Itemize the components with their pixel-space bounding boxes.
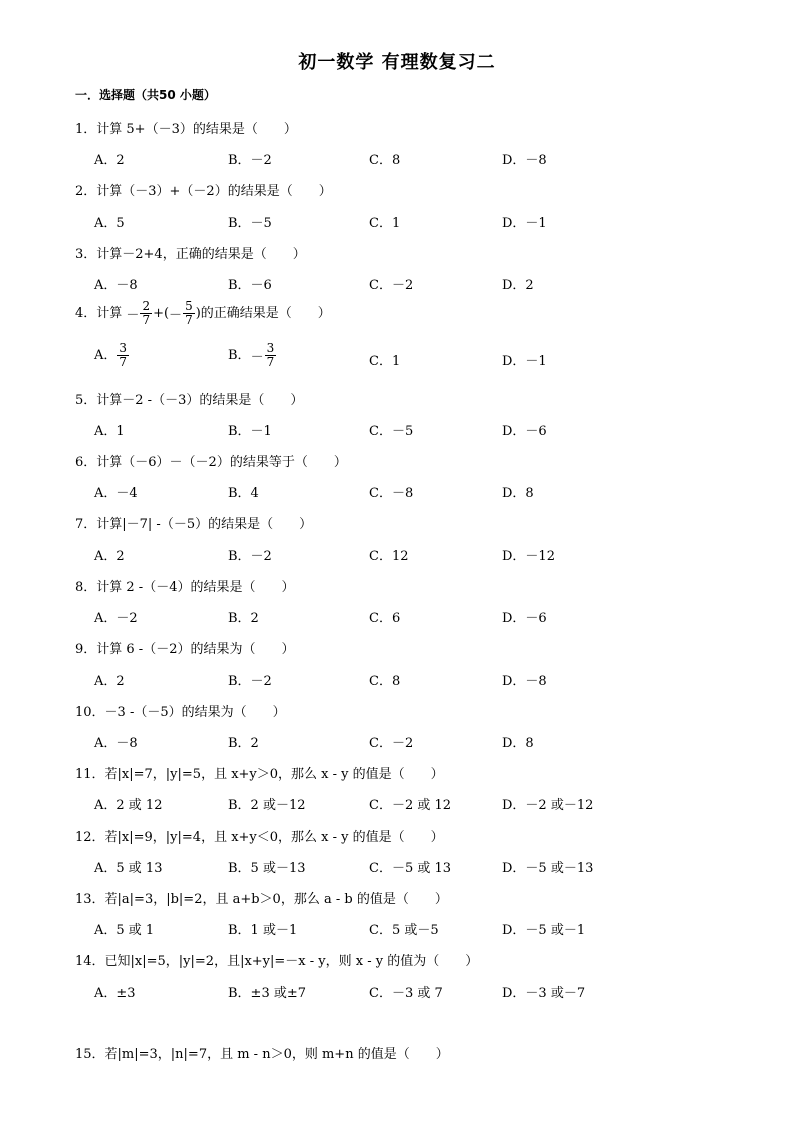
option-b[interactable]: B．－6 [228, 278, 272, 293]
option-d[interactable]: D．－3 或－7 [502, 986, 586, 1001]
question-7-options [94, 545, 714, 565]
option-b[interactable]: B．5 或－13 [228, 861, 306, 876]
numerator: 3 [119, 341, 128, 355]
option-d[interactable]: D．－5 或－13 [502, 861, 594, 876]
question-12-options [94, 857, 714, 877]
option-a[interactable]: A．－2 [94, 611, 138, 626]
question-1-options [94, 149, 714, 169]
option-c[interactable]: C．12 [369, 549, 409, 564]
question-3-stem: 3．计算－2+4，正确的结果是（ ） [75, 247, 306, 262]
fraction [183, 300, 195, 327]
fraction [117, 342, 129, 369]
option-b[interactable]: B．－1 [228, 424, 272, 439]
option-a[interactable]: A．5 或 1 [94, 923, 155, 938]
page-title: 初一数学 有理数复习二 [298, 52, 496, 73]
option-a[interactable]: A．2 [94, 674, 125, 689]
option-d[interactable]: D．－1 [502, 216, 547, 231]
option-b[interactable]: B．－2 [228, 549, 272, 564]
option-a[interactable]: A．1 [94, 424, 125, 439]
option-d[interactable]: D．－5 或－1 [502, 923, 586, 938]
question-11-stem: 11．若|x|=7，|y|=5，且 x+y＞0，那么 x - y 的值是（ ） [75, 767, 444, 782]
option-b[interactable] [228, 342, 277, 369]
option-c[interactable]: C．－2 [369, 736, 414, 751]
question-15-stem: 15．若|m|=3，|n|=7，且 m - n＞0，则 m+n 的值是（ ） [75, 1047, 449, 1062]
option-d[interactable]: D．2 [502, 278, 534, 293]
denominator: 7 [185, 313, 193, 327]
denominator: 7 [266, 355, 275, 369]
option-d[interactable]: D．－1 [502, 354, 547, 369]
option-c[interactable]: C．8 [369, 153, 401, 168]
option-d[interactable]: D．－8 [502, 674, 547, 689]
option-c[interactable]: C．－5 [369, 424, 414, 439]
plus-paren: +( [153, 306, 170, 321]
question-6-stem: 6．计算（－6）－（－2）的结果等于（ ） [75, 455, 347, 470]
option-d[interactable]: D．－6 [502, 424, 547, 439]
option-a[interactable] [94, 342, 130, 369]
option-d[interactable]: D．8 [502, 486, 534, 501]
question-4-options [94, 342, 714, 376]
question-8-options [94, 607, 714, 627]
option-a[interactable]: A．2 [94, 549, 125, 564]
minus-sign: － [250, 350, 264, 365]
option-c[interactable]: C．1 [369, 354, 401, 369]
option-a[interactable]: A．5 或 13 [94, 861, 163, 876]
question-14-options [94, 982, 714, 1002]
question-1-stem: 1．计算 5+（－3）的结果是（ ） [75, 122, 297, 137]
question-10-options [94, 732, 714, 752]
option-a[interactable]: A．±3 [94, 986, 136, 1001]
option-d[interactable]: D．－2 或－12 [502, 798, 594, 813]
question-9-options [94, 670, 714, 690]
question-3-options [94, 274, 714, 294]
option-c[interactable]: C．5 或－5 [369, 923, 439, 938]
option-b[interactable]: B．1 或－1 [228, 923, 298, 938]
numerator: 3 [266, 341, 275, 355]
option-a[interactable]: A．－8 [94, 736, 138, 751]
numerator: 5 [185, 299, 193, 313]
option-a[interactable]: A．5 [94, 216, 125, 231]
question-10-stem: 10．－3 -（－5）的结果为（ ） [75, 705, 286, 720]
question-11-options [94, 794, 714, 814]
question-2-stem: 2．计算（－3）+（－2）的结果是（ ） [75, 184, 332, 199]
option-b[interactable]: B．－2 [228, 153, 272, 168]
option-a[interactable]: A．2 或 12 [94, 798, 163, 813]
option-b[interactable]: B．－5 [228, 216, 272, 231]
option-c[interactable]: C．－3 或 7 [369, 986, 443, 1001]
minus-sign: － [169, 308, 183, 323]
section-heading: 一．选择题（共50 小题） [75, 88, 216, 102]
question-13-options [94, 919, 714, 939]
numerator: 2 [142, 299, 151, 313]
question-8-stem: 8．计算 2 -（－4）的结果是（ ） [75, 580, 295, 595]
option-d[interactable]: D．－8 [502, 153, 547, 168]
option-b-label: B． [228, 348, 251, 363]
question-7-stem: 7．计算|－7| -（－5）的结果是（ ） [75, 517, 313, 532]
option-c[interactable]: C．6 [369, 611, 401, 626]
fraction [140, 300, 152, 327]
option-c[interactable]: C．－2 或 12 [369, 798, 452, 813]
denominator: 7 [142, 313, 151, 327]
fraction [265, 342, 277, 369]
option-d[interactable]: D．－12 [502, 549, 555, 564]
question-4-stem [75, 300, 331, 327]
option-b[interactable]: B．4 [228, 486, 259, 501]
question-5-stem: 5．计算－2 -（－3）的结果是（ ） [75, 393, 304, 408]
option-c[interactable]: C．－8 [369, 486, 414, 501]
option-c[interactable]: C．－5 或 13 [369, 861, 452, 876]
option-a[interactable]: A．2 [94, 153, 125, 168]
option-a[interactable]: A．－4 [94, 486, 138, 501]
option-d[interactable]: D．8 [502, 736, 534, 751]
denominator: 7 [119, 355, 128, 369]
question-4-prefix: 4．计算 [75, 306, 123, 321]
question-6-options [94, 482, 714, 502]
minus-sign: － [126, 308, 140, 323]
option-d[interactable]: D．－6 [502, 611, 547, 626]
option-b[interactable]: B．2 [228, 736, 259, 751]
option-c[interactable]: C．1 [369, 216, 401, 231]
option-a-label: A． [94, 348, 117, 363]
option-a[interactable]: A．－8 [94, 278, 138, 293]
question-5-options [94, 420, 714, 440]
option-c[interactable]: C．8 [369, 674, 401, 689]
question-4-suffix: )的正确结果是（ ） [195, 306, 331, 321]
option-c[interactable]: C．－2 [369, 278, 414, 293]
question-9-stem: 9．计算 6 -（－2）的结果为（ ） [75, 642, 295, 657]
option-b[interactable]: B．2 [228, 611, 259, 626]
question-2-options [94, 212, 714, 232]
question-12-stem: 12．若|x|=9，|y|=4，且 x+y＜0，那么 x - y 的值是（ ） [75, 830, 444, 845]
option-b[interactable]: B．2 或－12 [228, 798, 306, 813]
option-b[interactable]: B．－2 [228, 674, 272, 689]
option-b[interactable]: B．±3 或±7 [228, 986, 307, 1001]
question-14-stem: 14．已知|x|=5，|y|=2，且|x+y|=－x - y，则 x - y 的值为（ ） [75, 954, 479, 969]
question-13-stem: 13．若|a|=3，|b|=2，且 a+b＞0，那么 a - b 的值是（ ） [75, 892, 448, 907]
